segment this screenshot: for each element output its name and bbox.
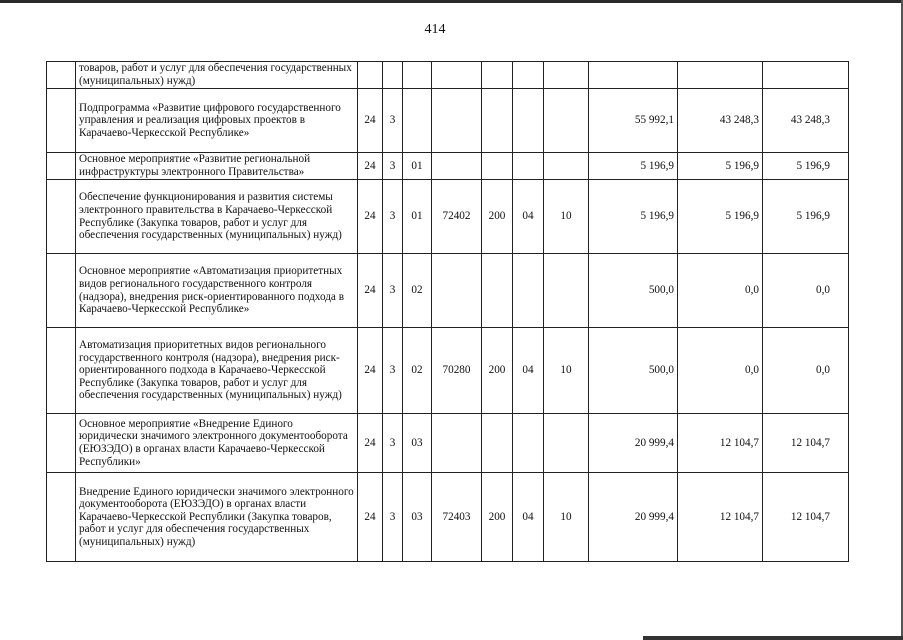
code-cell-section [513, 254, 544, 328]
page-number: 414 [424, 22, 446, 37]
sum-cell-year3 [763, 62, 849, 89]
code-cell-activity: 01 [403, 153, 432, 180]
code-cell-section [513, 153, 544, 180]
row-index-cell [47, 473, 76, 562]
sum-cell-year3: 5 196,9 [763, 153, 849, 180]
description-cell: Обеспечение функционирования и развития системы электронного правительства в Карачаево-Черкесской Республике (Закупка товаров, работ и услуг для обеспечения государственных (муниципальных) нужд) [76, 180, 358, 254]
code-cell-ministry: 24 [358, 254, 383, 328]
sum-cell-year3: 0,0 [763, 328, 849, 414]
code-cell-subprogram: 3 [383, 89, 403, 153]
code-cell-subsection [544, 89, 589, 153]
row-index-cell [47, 254, 76, 328]
code-cell-subprogram: 3 [383, 328, 403, 414]
sum-cell-year1 [589, 62, 678, 89]
code-cell-direction: 72403 [432, 473, 482, 562]
code-cell-activity [403, 89, 432, 153]
sum-cell-year2: 5 196,9 [678, 180, 763, 254]
description-cell: Подпрограмма «Развитие цифрового государственного управления и реализация цифровых проектов в Карачаево-Черкесской Республике» [76, 89, 358, 153]
scan-top-edge [0, 0, 903, 3]
table-row [47, 153, 849, 180]
code-cell-subprogram: 3 [383, 180, 403, 254]
code-cell-activity: 01 [403, 180, 432, 254]
description-cell: Основное мероприятие «Развитие региональной инфраструктуры электронного Правительства» [76, 153, 358, 180]
code-cell-ministry: 24 [358, 414, 383, 473]
sum-cell-year3: 43 248,3 [763, 89, 849, 153]
code-cell-subprogram: 3 [383, 473, 403, 562]
code-cell-direction: 70280 [432, 328, 482, 414]
code-cell-subsection: 10 [544, 473, 589, 562]
row-index-cell [47, 62, 76, 89]
code-cell-ministry: 24 [358, 328, 383, 414]
code-cell-expense-type [482, 254, 513, 328]
scan-bottom-edge [643, 636, 903, 640]
code-cell-section [513, 414, 544, 473]
code-cell-ministry: 24 [358, 153, 383, 180]
code-cell-ministry [358, 62, 383, 89]
description-cell: товаров, работ и услуг для обеспечения государственных (муниципальных) нужд) [76, 62, 358, 89]
code-cell-expense-type [482, 414, 513, 473]
code-cell-subsection [544, 153, 589, 180]
sum-cell-year1: 500,0 [589, 328, 678, 414]
table-row [47, 328, 849, 414]
code-cell-subprogram: 3 [383, 414, 403, 473]
sum-cell-year2: 12 104,7 [678, 473, 763, 562]
code-cell-subprogram: 3 [383, 153, 403, 180]
code-cell-subprogram [383, 62, 403, 89]
code-cell-direction [432, 62, 482, 89]
code-cell-direction [432, 254, 482, 328]
code-cell-section [513, 89, 544, 153]
description-cell: Внедрение Единого юридически значимого электронного документооборота (ЕЮЗЭДО) в органах власти Карачаево-Черкесской Республики (Закупка товаров, работ и услуг для обеспечения государственных (муниципальных) нужд) [76, 473, 358, 562]
sum-cell-year2: 0,0 [678, 254, 763, 328]
table-row [47, 473, 849, 562]
sum-cell-year2: 5 196,9 [678, 153, 763, 180]
code-cell-expense-type: 200 [482, 328, 513, 414]
sum-cell-year1: 5 196,9 [589, 180, 678, 254]
code-cell-section: 04 [513, 180, 544, 254]
code-cell-expense-type [482, 153, 513, 180]
code-cell-direction [432, 89, 482, 153]
code-cell-activity [403, 62, 432, 89]
code-cell-ministry: 24 [358, 473, 383, 562]
code-cell-subsection [544, 62, 589, 89]
description-cell: Автоматизация приоритетных видов регионального государственного контроля (надзора), внедрения риск-ориентированного подхода в Карачаево-Черкесской Республике (Закупка товаров, работ и услуг для обеспечения государственных (муниципальных) нужд) [76, 328, 358, 414]
row-index-cell [47, 89, 76, 153]
code-cell-expense-type [482, 89, 513, 153]
code-cell-section [513, 62, 544, 89]
row-index-cell [47, 328, 76, 414]
table-row [47, 62, 849, 89]
code-cell-activity: 03 [403, 473, 432, 562]
code-cell-activity: 03 [403, 414, 432, 473]
sum-cell-year3: 0,0 [763, 254, 849, 328]
table-row [47, 180, 849, 254]
sum-cell-year2: 0,0 [678, 328, 763, 414]
code-cell-section: 04 [513, 473, 544, 562]
code-cell-activity: 02 [403, 328, 432, 414]
code-cell-expense-type: 200 [482, 180, 513, 254]
sum-cell-year2: 12 104,7 [678, 414, 763, 473]
row-index-cell [47, 153, 76, 180]
sum-cell-year2: 43 248,3 [678, 89, 763, 153]
code-cell-direction: 72402 [432, 180, 482, 254]
sum-cell-year3: 12 104,7 [763, 473, 849, 562]
code-cell-subsection [544, 414, 589, 473]
sum-cell-year1: 5 196,9 [589, 153, 678, 180]
sum-cell-year3: 12 104,7 [763, 414, 849, 473]
description-cell: Основное мероприятие «Автоматизация приоритетных видов регионального государственного контроля (надзора), внедрения риск-ориентированного подхода в Карачаево-Черкесской Республике» [76, 254, 358, 328]
sum-cell-year1: 20 999,4 [589, 473, 678, 562]
code-cell-subsection [544, 254, 589, 328]
table-row [47, 254, 849, 328]
table-row [47, 89, 849, 153]
sum-cell-year3: 5 196,9 [763, 180, 849, 254]
sum-cell-year2 [678, 62, 763, 89]
table-row [47, 414, 849, 473]
code-cell-activity: 02 [403, 254, 432, 328]
row-index-cell [47, 180, 76, 254]
code-cell-ministry: 24 [358, 89, 383, 153]
code-cell-expense-type: 200 [482, 473, 513, 562]
table-body [47, 62, 849, 562]
code-cell-section: 04 [513, 328, 544, 414]
code-cell-direction [432, 153, 482, 180]
description-cell: Основное мероприятие «Внедрение Единого юридически значимого электронного документооборота (ЕЮЗЭДО) в органах власти Карачаево-Черкесской Республики» [76, 414, 358, 473]
sum-cell-year1: 55 992,1 [589, 89, 678, 153]
code-cell-subsection: 10 [544, 180, 589, 254]
code-cell-ministry: 24 [358, 180, 383, 254]
sum-cell-year1: 500,0 [589, 254, 678, 328]
code-cell-subsection: 10 [544, 328, 589, 414]
code-cell-expense-type [482, 62, 513, 89]
budget-table [46, 61, 849, 562]
sum-cell-year1: 20 999,4 [589, 414, 678, 473]
code-cell-direction [432, 414, 482, 473]
row-index-cell [47, 414, 76, 473]
code-cell-subprogram: 3 [383, 254, 403, 328]
